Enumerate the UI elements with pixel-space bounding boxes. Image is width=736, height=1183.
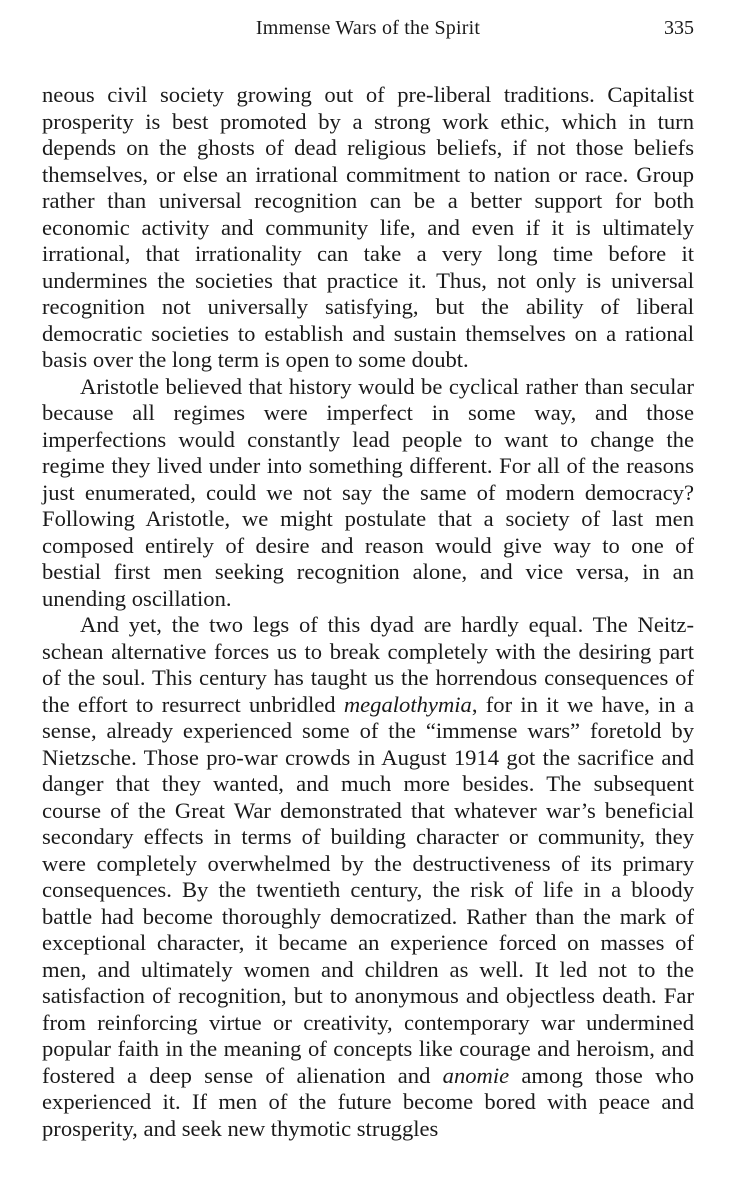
body-text	[42, 82, 694, 1142]
term-anomie: anomie	[442, 1062, 510, 1088]
paragraph-3-part-1: And yet, the two legs of this dyad are hardly equal. The Neitzschean alternative forces us to break completely with the desiring part of the soul. This century has taught us the horrendous consequences of the effort to resurrect unbridled	[42, 612, 694, 717]
paragraph-3-part-3: among those who experienced it. If men of the future become bored with peace and prosperity, and seek new thymotic struggles	[42, 1062, 694, 1141]
paragraph-3	[42, 612, 694, 1142]
term-megalothymia: megalothymia	[343, 691, 472, 717]
running-head	[42, 14, 694, 42]
paragraph-3-part-2: , for in it we have, in a sense, already experienced some of the “immense wars” foretold by Nietzsche. Those pro-war crowds in August 1914 got the sacrifice and danger that they wanted, and much more besides. The subsequent course of the Great War demonstrated that whatever war’s beneficial secondary effects in terms of building character or community, they were completely overwhelmed by the destructiveness of its primary consequences. By the twentieth century, the risk of life in a bloody battle had become thoroughly democratized. Rather than the mark of exceptional character, it became an experience forced on masses of men, and ultimately women and children as well. It led not to the satisfaction of recognition, but to anonymous and objectless death. Far from reinforcing virtue or creativity, contemporary war undermined popular faith in the meaning of concepts like courage and heroism, and fostered a deep sense of alienation and	[42, 691, 694, 1088]
page-number: 335	[664, 17, 694, 39]
paragraph-2: Aristotle believed that history would be cyclical rather than secular because all regimes were imperfect in some way, and those imperfections would constantly lead people to want to change the regime they lived under into something different. For all of the reasons just enumerated, could we not say the same of modern democracy? Following Aristotle, we might postulate that a society of last men composed entirely of desire and reason would give way to one of bestial first men seeking recognition alone, and vice versa, in an unending oscillation.	[42, 373, 694, 611]
paragraph-1: neous civil society growing out of pre-liberal traditions. Capitalist prosperity is best promoted by a strong work ethic, which in turn depends on the ghosts of dead religious beliefs, if not those beliefs themselves, or else an irrational commitment to nation or race. Group rather than universal recognition can be a better support for both economic activity and community life, and even if it is ultimately irrational, that irrationality can take a very long time before it undermines the societies that practice it. Thus, not only is universal recognition not universally satisfying, but the ability of liberal democratic societies to establish and sustain themselves on a rational basis over the long term is open to some doubt.	[42, 82, 694, 372]
running-title: Immense Wars of the Spirit	[255, 17, 481, 39]
